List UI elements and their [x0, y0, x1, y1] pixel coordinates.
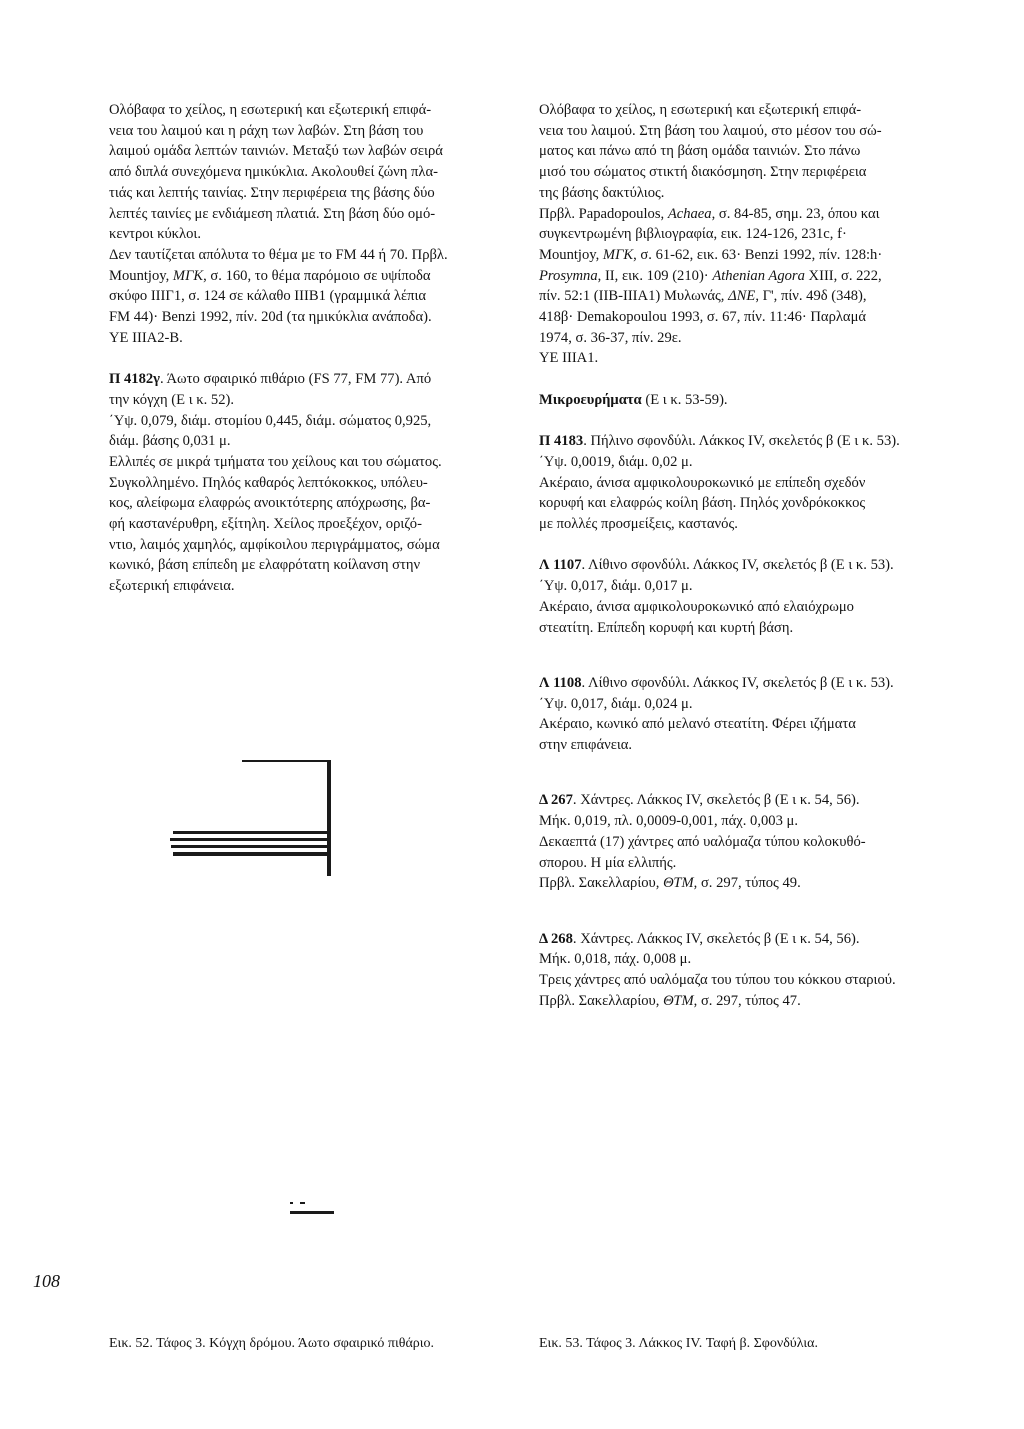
- figure-line: [170, 838, 328, 841]
- text-line: νεια του λαιμού. Στη βάση του λαιμού, στο μέσον του σώ-: [539, 122, 882, 139]
- text-line: ΥΕ ΙΙΙΑ2-Β.: [109, 329, 183, 346]
- spacer: [539, 776, 949, 790]
- text-line: [109, 369, 515, 390]
- text-line: ΄Υψ. 0,017, διάμ. 0,024 μ.: [539, 695, 693, 712]
- text-line: Ακέραιο, άνισα αμφικολουροκωνικό με επίπεδη σχεδόν: [539, 474, 866, 491]
- text-line: από διπλά συνεχόμενα ημικύκλια. Ακολουθεί ζώνη πλα-: [109, 164, 439, 181]
- spacer: [539, 535, 949, 556]
- text-line: κος, αλείφωμα ελαφρώς ανοικτότερης απόχρωσης, βα-: [109, 495, 431, 512]
- text-span: Mountjoy,: [109, 267, 173, 284]
- text-line: Τρεις χάντρες από υαλόμαζα του τύπου του κόκκου σταριού.: [539, 972, 896, 989]
- text-span: (Ε ι κ. 53-59).: [641, 391, 728, 408]
- text-span: Mountjoy,: [539, 246, 603, 263]
- text-line: ντιο, λαιμός χαμηλός, αμφίκοιλου περιγράμματος, σώμα: [109, 536, 440, 553]
- figure-line: [173, 852, 328, 856]
- catalogue-id: Δ 267: [539, 792, 573, 809]
- text-line: στην επιφάνεια.: [539, 737, 633, 754]
- text-line: Συγκολλημένο. Πηλός καθαρός λεπτόκοκκος, υπόλευ-: [109, 474, 428, 491]
- figure-line: [300, 1202, 305, 1204]
- spacer: [109, 348, 515, 369]
- spacer: [539, 756, 949, 777]
- figure-line: [327, 760, 331, 876]
- text-span: . Χάντρες. Λάκκος IV, σκελετός β (Ε ι κ. 54, 56).: [572, 792, 860, 809]
- text-line: [539, 555, 949, 576]
- text-line: ΄Υψ. 0,017, διάμ. 0,017 μ.: [539, 578, 693, 595]
- right-column: [539, 100, 949, 1011]
- spacer: [539, 915, 949, 929]
- text-line: Δεκαεπτά (17) χάντρες από υαλόμαζα τύπου κολοκυθό-: [539, 833, 866, 850]
- text-line: [539, 991, 949, 1012]
- section-heading: [539, 390, 949, 411]
- figure-line: [171, 845, 328, 848]
- text-line: την κόγχη (Ε ι κ. 52).: [109, 391, 235, 408]
- text-span: πίν. 52:1 (ΙΙΒ-ΙΙΙΑ1) Μυλωνάς,: [539, 288, 729, 305]
- text-line: Μήκ. 0,018, πάχ. 0,008 μ.: [539, 951, 692, 968]
- section-title: Μικροευρήματα: [539, 391, 642, 408]
- text-span: , σ. 297, τύπος 49.: [693, 875, 801, 892]
- abbrev-italic: ΘΤΜ: [663, 875, 694, 892]
- text-line: [109, 266, 515, 287]
- text-line: Μήκ. 0,019, πλ. 0,0009-0,001, πάχ. 0,003 μ.: [539, 813, 799, 830]
- figure-line: [290, 1202, 293, 1204]
- text-line: τιάς και λεπτής ταινίας. Στην περιφέρεια της βάσης δύο: [109, 184, 435, 201]
- text-span: Πρβλ. Papadopoulos,: [539, 205, 668, 222]
- text-line: Ακέραιο, άνισα αμφικολουροκωνικό από ελαιόχρωμο: [539, 598, 854, 615]
- text-span: . Λίθινο σφονδύλι. Λάκκος IV, σκελετός β (Ε ι κ. 53).: [581, 557, 894, 574]
- text-line: [539, 286, 949, 307]
- text-span: , σ. 61-62, εικ. 63· Benzi 1992, πίν. 128:h·: [633, 246, 883, 263]
- text-line: ματος και πάνω από τη βάση ομάδα ταινιών. Στο πάνω: [539, 143, 861, 160]
- text-line: Ελλιπές σε μικρά τμήματα του χείλους και του σώματος.: [109, 453, 442, 470]
- text-line: λαιμού ομάδα λεπτών ταινιών. Μεταξύ των λαβών σειρά: [109, 143, 443, 160]
- text-line: κεντροι κύκλοι.: [109, 226, 201, 243]
- abbrev-italic: ΜΓΚ: [172, 267, 204, 284]
- text-line: 418β· Demakopoulou 1993, σ. 67, πίν. 11:46· Παρλαμά: [539, 309, 867, 326]
- text-line: με πολλές προσμείξεις, καστανός.: [539, 516, 738, 533]
- text-line: κορυφή και ελαφρώς κοίλη βάση. Πηλός χονδρόκοκκος: [539, 495, 866, 512]
- text-line: λεπτές ταινίες με ενδιάμεση πλατιά. Στη βάση δύο ομό-: [109, 205, 436, 222]
- text-line: μισό του σώματος στικτή διακόσμηση. Στην περιφέρεια: [539, 164, 867, 181]
- catalogue-id: Π 4182γ: [109, 371, 161, 388]
- text-line: Ολόβαφα το χείλος, η εσωτερική και εξωτερική επιφά-: [109, 102, 432, 118]
- text-line: [539, 790, 949, 811]
- text-line: σπορου. Η μία ελλιπής.: [539, 854, 677, 871]
- text-span: Πρβλ. Σακελλαρίου,: [539, 992, 664, 1009]
- catalogue-id: Λ 1107: [539, 557, 582, 574]
- text-line: [539, 673, 949, 694]
- text-line: κωνικό, βάση επίπεδη με ελαφρότατη κοίλανση στην: [109, 557, 421, 574]
- text-line: φή καστανέρυθρη, εξίτηλη. Χείλος προεξέχον, οριζό-: [109, 516, 422, 533]
- text-line: [539, 873, 949, 894]
- text-span: . Χάντρες. Λάκκος IV, σκελετός β (Ε ι κ. 54, 56).: [572, 930, 860, 947]
- figure-line: [290, 1211, 334, 1214]
- text-span: . Πήλινο σφονδύλι. Λάκκος IV, σκελετός β (Ε ι κ. 53).: [583, 433, 900, 450]
- text-span: , II, εικ. 109 (210)·: [597, 267, 713, 284]
- text-line: FM 44)· Benzi 1992, πίν. 20d (τα ημικύκλια ανάποδα).: [109, 309, 432, 326]
- text-line: Ολόβαφα το χείλος, η εσωτερική και εξωτερική επιφά-: [539, 102, 862, 118]
- abbrev-italic: Prosymna: [539, 267, 598, 284]
- abbrev-italic: Athenian Agora: [712, 267, 805, 284]
- spacer: [539, 638, 949, 659]
- page-number: 108: [33, 1271, 60, 1291]
- figure-caption-left: Εικ. 52. Τάφος 3. Κόγχη δρόμου. Άωτο σφαιρικό πιθάριο.: [109, 1336, 435, 1351]
- text-span: , σ. 84-85, σημ. 23, όπου και: [711, 205, 880, 222]
- text-span: . Άωτο σφαιρικό πιθάριο (FS 77, FM 77). Από: [160, 371, 432, 388]
- text-line: Δεν ταυτίζεται απόλυτα το θέμα με το FM 44 ή 70. Πρβλ.: [109, 246, 448, 263]
- spacer: [539, 369, 949, 390]
- abbrev-italic: Achaea: [667, 205, 712, 222]
- text-line: στεατίτη. Επίπεδη κορυφή και κυρτή βάση.: [539, 619, 794, 636]
- left-column: [109, 100, 515, 597]
- text-line: νεια του λαιμού και η ράχη των λαβών. Στη βάση του: [109, 122, 424, 139]
- figure-remnant: [170, 750, 420, 1310]
- text-span: , σ. 297, τύπος 47.: [693, 992, 801, 1009]
- figure-line: [242, 760, 330, 762]
- text-line: συγκεντρωμένη βιβλιογραφία, εικ. 124-126, 231c, f·: [539, 226, 847, 243]
- text-span: , Γ', πίν. 49δ (348),: [755, 288, 867, 305]
- catalogue-id: Π 4183: [539, 433, 584, 450]
- abbrev-italic: ΜΓΚ: [602, 246, 634, 263]
- catalogue-id: Δ 268: [539, 930, 573, 947]
- text-line: ΄Υψ. 0,0019, διάμ. 0,02 μ.: [539, 453, 693, 470]
- text-line: σκύφο ΙΙΙΓ1, σ. 124 σε κάλαθο ΙΙΙΒ1 (γραμμικά λέπια: [109, 288, 427, 305]
- spacer: [539, 411, 949, 432]
- text-span: . Λίθινο σφονδύλι. Λάκκος IV, σκελετός β (Ε ι κ. 53).: [581, 674, 894, 691]
- text-line: ΄Υψ. 0,079, διάμ. στομίου 0,445, διάμ. σώματος 0,925,: [109, 412, 432, 429]
- text-line: [539, 204, 949, 225]
- text-line: [539, 431, 949, 452]
- spacer: [539, 894, 949, 915]
- text-line: εξωτερική επιφάνεια.: [109, 578, 235, 595]
- text-span: Πρβλ. Σακελλαρίου,: [539, 875, 664, 892]
- spacer: [539, 659, 949, 673]
- text-line: [539, 266, 949, 287]
- abbrev-italic: ΔΝΕ: [728, 288, 756, 305]
- text-line: διάμ. βάσης 0,031 μ.: [109, 433, 231, 450]
- figure-caption-right: Εικ. 53. Τάφος 3. Λάκκος IV. Ταφή β. Σφονδύλια.: [539, 1336, 818, 1351]
- text-line: της βάσης δακτύλιος.: [539, 184, 665, 201]
- text-line: 1974, σ. 36-37, πίν. 29ε.: [539, 329, 682, 346]
- text-span: , σ. 160, το θέμα παρόμοιο σε υψίποδα: [203, 267, 431, 284]
- text-line: ΥΕ ΙΙΙΑ1.: [539, 350, 599, 367]
- abbrev-italic: ΘΤΜ: [663, 992, 694, 1009]
- text-line: [539, 245, 949, 266]
- catalogue-id: Λ 1108: [539, 674, 582, 691]
- text-line: [539, 929, 949, 950]
- text-span: XIII, σ. 222,: [804, 267, 882, 284]
- figure-line: [173, 831, 328, 834]
- text-line: Ακέραιο, κωνικό από μελανό στεατίτη. Φέρει ιζήματα: [539, 716, 856, 733]
